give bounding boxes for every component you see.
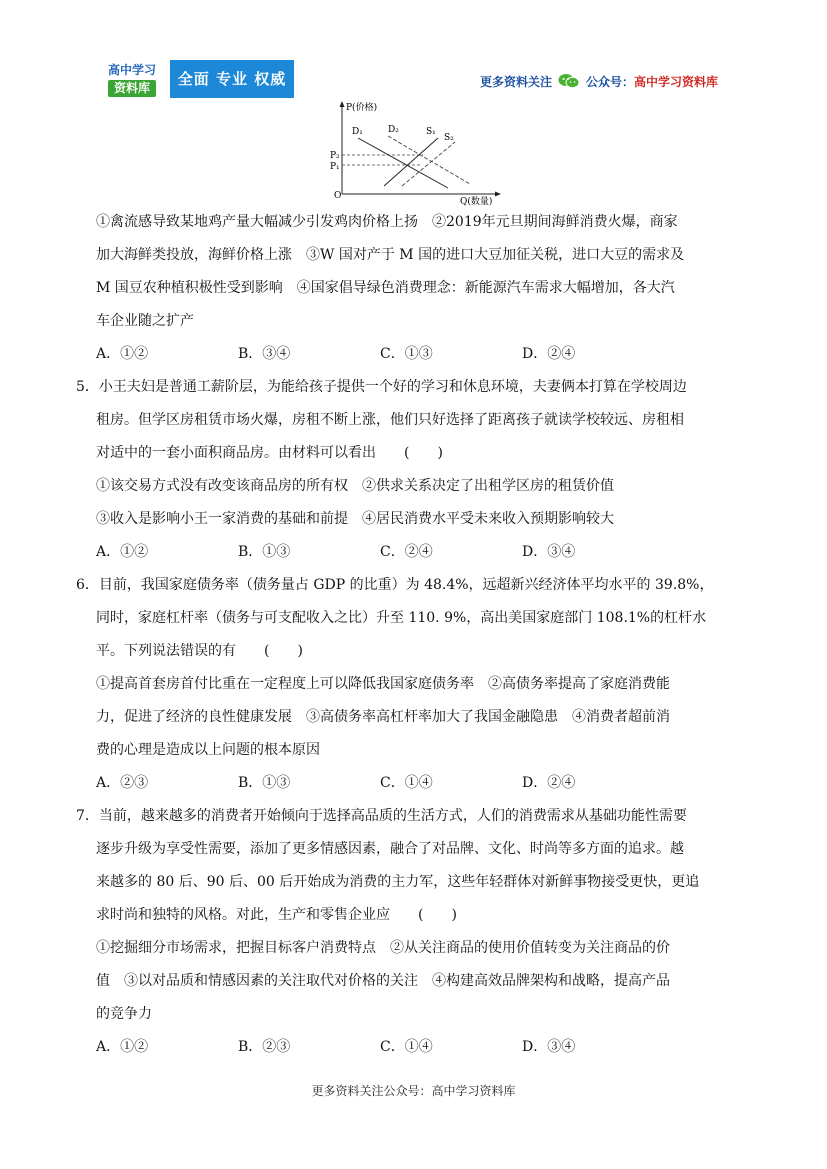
q5-line: 租房。但学区房租赁市场火爆，房租不断上涨，他们只好选择了距离孩子就读学校较远、房租相 (96, 412, 684, 428)
q7-option-d[interactable]: D．③④ (522, 1039, 576, 1055)
q6-line: ①提高首套房首付比重在一定程度上可以降低我国家庭债务率 ②高债务率提高了家庭消费能 (96, 676, 670, 692)
q6-option-a[interactable]: A．②③ (96, 775, 149, 791)
q6-option-c[interactable]: C．①④ (380, 775, 433, 791)
q6-options (96, 767, 736, 800)
wechat-icon (558, 73, 580, 89)
q6-option-d[interactable]: D．②④ (522, 775, 576, 791)
q5-line: 5．小王夫妇是普通工薪阶层，为能给孩子提供一个好的学习和休息环境，夫妻俩本打算在学校周边 (76, 379, 687, 395)
q7-options (96, 1031, 736, 1064)
q5-line: 对适中的一套小面积商品房。由材料可以看出 ( ) (96, 445, 443, 461)
q6-line: 力，促进了经济的良性健康发展 ③高债务率高杠杆率加大了我国金融隐患 ④消费者超前消 (96, 709, 670, 725)
slogan-banner: 全面 专业 权威 (170, 60, 294, 98)
q5-option-a[interactable]: A．①② (96, 544, 149, 560)
q5-options (96, 536, 736, 569)
q7-line: 逐步升级为享受性需要，添加了更多情感因素，融合了对品牌、文化、时尚等多方面的追求。越 (96, 841, 684, 857)
q4-option-c[interactable]: C．①③ (380, 346, 433, 362)
q7-line: 值 ③以对品质和情感因素的关注取代对价格的关注 ④构建高效品牌架构和战略，提高产品 (96, 973, 670, 989)
y-axis-label: P(价格) (346, 103, 378, 113)
page-header (0, 0, 827, 110)
account-name: 高中学习资料库 (634, 74, 719, 89)
q7-option-c[interactable]: C．①④ (380, 1039, 433, 1055)
question-5 (76, 371, 736, 569)
question-content (76, 206, 736, 1064)
q4-options (96, 338, 736, 371)
origin-label: O (334, 191, 342, 201)
x-axis-label: Q(数量) (460, 197, 493, 207)
question-6 (76, 569, 736, 800)
q7-line: 7．当前，越来越多的消费者开始倾向于选择高品质的生活方式，人们的消费需求从基础功能性需要 (76, 808, 687, 824)
q6-line: 6．目前，我国家庭债务率（债务量占 GDP 的比重）为 48.4%，远超新兴经济体平均水平的 39.8%， (76, 577, 714, 593)
supply-demand-graph (320, 98, 510, 208)
q4-line: ①禽流感导致某地鸡产量大幅减少引发鸡肉价格上扬 ②2019年元旦期间海鲜消费火爆，商家 (96, 214, 678, 230)
logo (106, 62, 158, 98)
q6-line: 费的心理是造成以上问题的根本原因 (96, 742, 320, 758)
q5-option-b[interactable]: B．①③ (238, 544, 291, 560)
p1-label: P₁ (330, 162, 340, 172)
question-7 (76, 800, 736, 1064)
q4-line: 加大海鲜类投放，海鲜价格上涨 ③W 国对产于 M 国的进口大豆加征关税，进口大豆的需求及 (96, 247, 685, 263)
q4-option-a[interactable]: A．①② (96, 346, 149, 362)
page-footer: 更多资料关注公众号：高中学习资料库 (311, 1084, 516, 1098)
q7-option-a[interactable]: A．①② (96, 1039, 149, 1055)
q7-option-b[interactable]: B．②③ (238, 1039, 291, 1055)
logo-bottom-text: 资料库 (108, 80, 156, 97)
p2-label: P₂ (330, 151, 340, 161)
q7-line: ①挖掘细分市场需求，把握目标客户消费特点 ②从关注商品的使用价值转变为关注商品的价 (96, 940, 670, 956)
q6-line: 平。下列说法错误的有 ( ) (96, 643, 303, 659)
s2-label: S₂ (444, 133, 454, 143)
q6-option-b[interactable]: B．①③ (238, 775, 291, 791)
q4-line: M 国豆农种植积极性受到影响 ④国家倡导绿色消费理念：新能源汽车需求大幅增加，各大汽 (96, 280, 675, 296)
d1-label: D₁ (352, 127, 363, 137)
q7-line: 求时尚和独特的风格。对此，生产和零售企业应 ( ) (96, 907, 457, 923)
q5-option-d[interactable]: D．③④ (522, 544, 576, 560)
q7-line: 来越多的 80 后、90 后、00 后开始成为消费的主力军，这些年轻群体对新鲜事物接受更快，更追 (96, 874, 700, 890)
q7-line: 的竞争力 (96, 1006, 152, 1022)
q4-option-d[interactable]: D．②④ (522, 346, 576, 362)
q5-line: ③收入是影响小王一家消费的基础和前提 ④居民消费水平受未来收入预期影响较大 (96, 511, 614, 527)
q5-line: ①该交易方式没有改变该商品房的所有权 ②供求关系决定了出租学区房的租赁价值 (96, 478, 614, 494)
d2-label: D₂ (388, 125, 399, 135)
q4-option-b[interactable]: B．③④ (238, 346, 291, 362)
s1-label: S₁ (426, 127, 436, 137)
account-label: 公众号： (586, 74, 635, 89)
logo-top-text: 高中学习 (107, 63, 156, 77)
follow-text: 更多资料关注 (480, 74, 553, 89)
follow-notice (480, 72, 718, 90)
q5-option-c[interactable]: C．②④ (380, 544, 433, 560)
question-4-body (96, 206, 736, 371)
q6-line: 同时，家庭杠杆率（债务与可支配收入之比）升至 110. 9%，高出美国家庭部门 108.1%的杠杆水 (96, 610, 707, 626)
q4-line: 车企业随之扩产 (96, 313, 194, 329)
